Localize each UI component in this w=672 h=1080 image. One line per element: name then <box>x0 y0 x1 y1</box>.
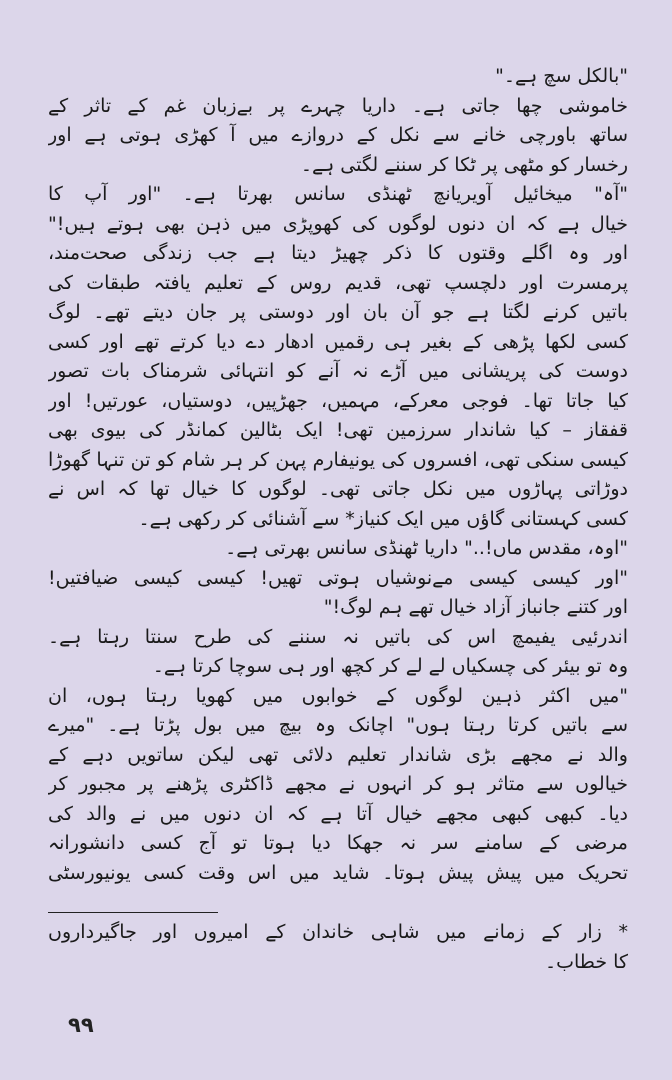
text-line: "اوہ، مقدس ماں!.." داریا ٹھنڈی سانس بھرتی ہے۔ <box>225 537 628 559</box>
text-line: "اور کیسی کیسی مےنوشیاں ہوتی تھیں! کیسی کیسی ضیافتیں! <box>48 566 628 589</box>
text-line: "بالکل سچ ہے۔" <box>495 65 628 87</box>
text-line: کیا جاتا تھا۔ فوجی معرکے، مہمیں، جھڑپیں، دوستیاں، عورتیں! اور <box>48 389 628 412</box>
footnote-divider <box>48 912 218 913</box>
text-line: کسی لکھا پڑھی کے بغیر ہی رقمیں ادھار دے دیا کرتے تھے اور کسی <box>48 330 628 353</box>
text-line: اندرئیی یفیمچ اس کی باتیں نہ سننے کی طرح سنتا رہتا ہے۔ <box>48 625 628 648</box>
text-line: خیال ہے کہ ان دنوں لوگوں کی کھوپڑی میں ذہن بھی ہوتے ہیں!" <box>48 212 628 235</box>
text-line: دوڑاتی پہاڑوں میں نکل جاتی تھی۔ لوگوں کا خیال تھا کہ اس نے <box>48 478 628 500</box>
text-line: قفقاز – کیا شاندار سرزمین تھی! ایک بٹالین کمانڈر کی بیوی بھی <box>48 419 628 441</box>
text-line: والد نے مجھے بڑی شاندار تعلیم دلائی تھی لیکن ساتویں دہے کے <box>48 743 628 766</box>
text-line: پرمسرت اور دلچسپ تھی، قدیم روس کے تعلیم یافتہ طبقات کی <box>48 271 628 294</box>
text-line: وہ تو بیئر کی چسکیاں لے لے کر کچھ اور ہی سوچا کرتا ہے۔ <box>152 655 628 677</box>
text-line: دیا۔ کبھی کبھی مجھے خیال آتا ہے کہ ان دنوں میں نے والد کی <box>48 802 628 825</box>
body-text <box>48 62 628 888</box>
text-line: اور وہ اگلے وقتوں کا ذکر چھیڑ دیتا ہے جب زندگی صحت‌مند، <box>48 242 628 264</box>
page-number: ۹۹ <box>68 1013 94 1037</box>
text-line: خاموشی چھا جاتی ہے۔ داریا چہرے پر بےزبان غم کے تاثر کے <box>48 94 628 117</box>
text-line: رخسار کو مٹھی پر ٹکا کر سننے لگتی ہے۔ <box>300 153 628 176</box>
text-line: کسی کہستانی گاؤں میں ایک کنیاز* سے آشنائی کر رکھی ہے۔ <box>138 507 628 530</box>
text-line: "میں اکثر ذہین لوگوں کے خوابوں میں کھویا رہتا ہوں، ان <box>48 684 628 707</box>
text-line: تحریک میں پیش پیش ہوتا۔ شاید میں اس وقت کسی یونیورسٹی <box>48 861 628 884</box>
text-line: "آہ" میخائیل آویریانچ ٹھنڈی سانس بھرتا ہے۔ "اور آپ کا <box>48 183 628 205</box>
text-line: باتیں کرنے لگتا ہے جو آن بان اور دوستی پر جان دیتے تھے۔ لوگ <box>48 301 628 323</box>
text-line: ساتھ باورچی خانے سے نکل کے دروازے میں آ کھڑی ہوتی ہے اور <box>48 124 628 146</box>
text-line: سے باتیں کرتا رہتا ہوں" اچانک وہ بیچ میں بول پڑتا ہے۔ "میرے <box>48 714 628 736</box>
text-line: مرضی کے سامنے سر نہ جھکا دیا ہوتا تو آج کسی دانشورانہ <box>48 832 628 854</box>
footnote-line: * زار کے زمانے میں شاہی خاندان کے امیروں اور جاگیرداروں <box>48 921 628 943</box>
text-line: کیسی سنکی تھی، افسروں کی یونیفارم پہن کر ہر شام کو تن تنہا گھوڑا <box>48 448 628 471</box>
text-line: اور کتنے جانباز آزاد خیال تھے ہم لوگ!" <box>323 596 628 618</box>
text-line: دوست کی پریشانی میں آڑے نہ آنے کو انتہائی شرمناک بات تصور <box>48 360 628 382</box>
footnote <box>48 918 628 977</box>
footnote-line: کا خطاب۔ <box>544 950 628 973</box>
text-line: خیالوں سے متاثر ہو کر انہوں نے مجھے ڈاکٹری پڑھنے پر مجبور کر <box>48 773 628 795</box>
